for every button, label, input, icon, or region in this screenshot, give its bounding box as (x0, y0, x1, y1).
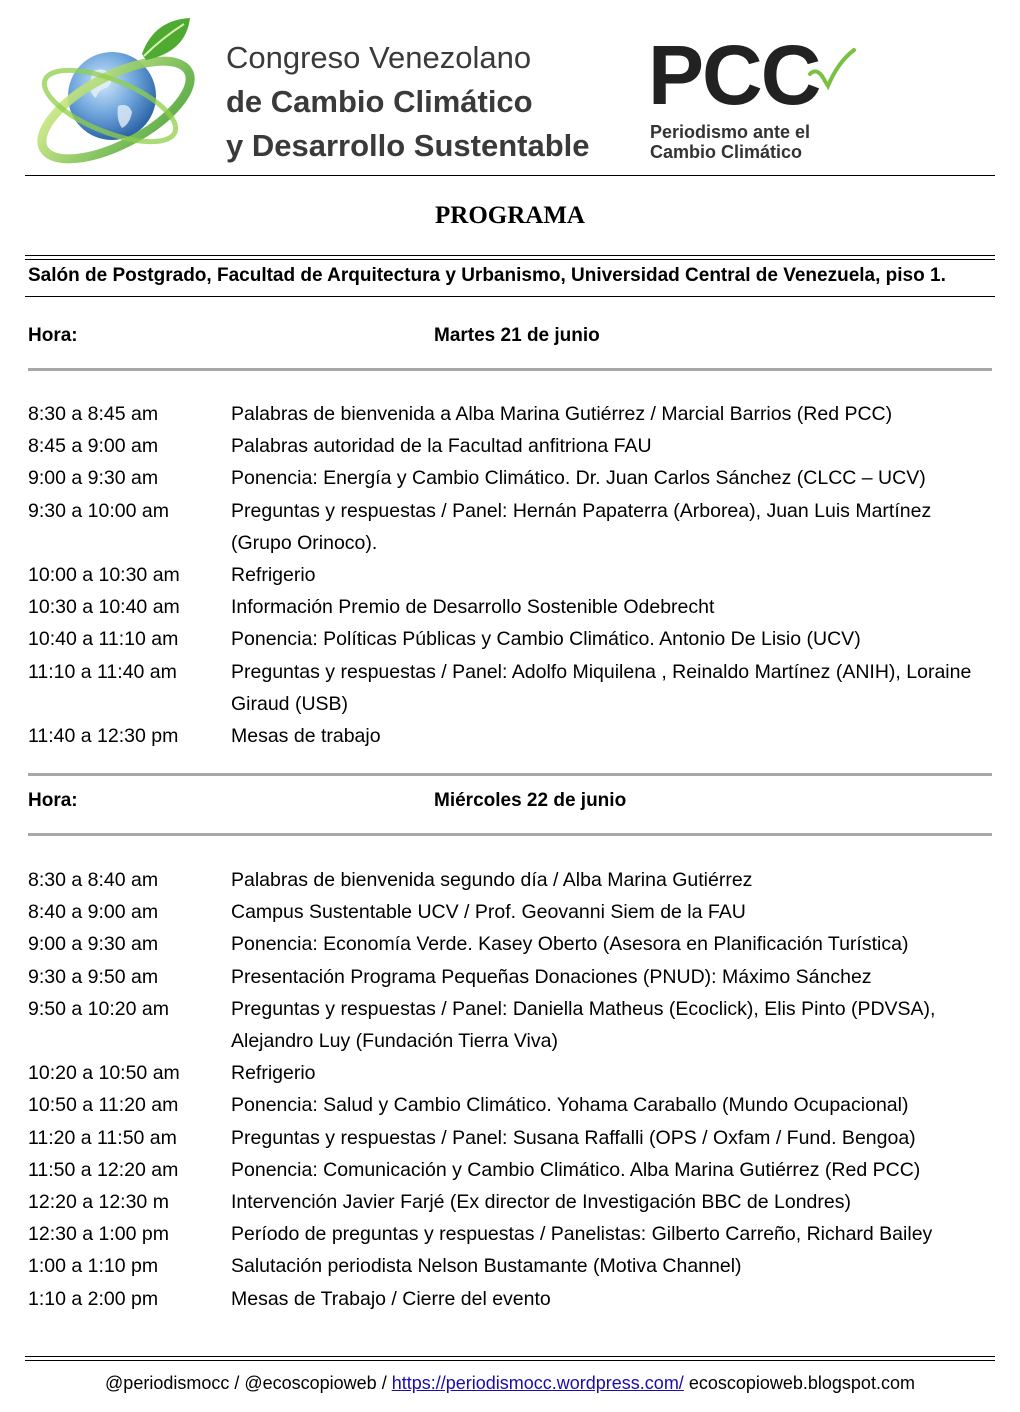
globe-leaf-logo (30, 14, 200, 172)
schedule-time: 10:50 a 11:20 am (28, 1094, 179, 1117)
schedule-description: Refrigerio (231, 1062, 316, 1085)
pcc-logo-letters: PCC (648, 28, 820, 122)
schedule-row (28, 1089, 992, 1121)
schedule-time: 10:30 a 10:40 am (28, 596, 180, 619)
day-2-header (28, 786, 992, 816)
check-leaf-icon (800, 44, 856, 100)
schedule-time: 8:30 a 8:40 am (28, 869, 159, 891)
schedule-time: 10:00 a 10:30 am (28, 564, 180, 587)
schedule-time: 8:30 a 8:45 am (28, 403, 159, 425)
schedule-row (28, 1250, 992, 1282)
schedule-row (28, 961, 992, 993)
pcc-logo-subtitle-line-1: Periodismo ante el (650, 122, 811, 142)
schedule-row (28, 720, 992, 752)
schedule-time: 1:10 a 2:00 pm (28, 1287, 159, 1310)
schedule-description: Palabras de bienvenida segundo día / Alba Marina Gutiérrez (231, 869, 753, 891)
schedule-time: 9:30 a 9:50 am (28, 965, 159, 988)
day-1-date: Martes 21 de junio (434, 325, 600, 346)
day-2-divider (28, 833, 992, 836)
schedule-row (28, 1283, 992, 1315)
day-1-header (28, 321, 992, 351)
footer-blog-address: ecoscopioweb.blogspot.com (683, 1373, 915, 1393)
schedule-description: Palabras autoridad de la Facultad anfitriona FAU (231, 435, 652, 458)
page-title: PROGRAMA (435, 202, 585, 229)
congress-title-line-3: y Desarrollo Sustentable (226, 128, 590, 163)
schedule-row (28, 656, 992, 720)
pcc-logo-subtitle-line-2: Cambio Climático (650, 142, 803, 162)
congress-title (226, 36, 636, 168)
schedule-description: Ponencia: Políticas Públicas y Cambio Climático. Antonio De Lisio (UCV) (231, 628, 861, 651)
schedule-row (28, 896, 992, 928)
schedule-row (28, 430, 992, 462)
schedule-description: Preguntas y respuestas / Panel: Susana Raffalli (OPS / Oxfam / Fund. Bengoa) (231, 1126, 916, 1149)
schedule-description: Salutación periodista Nelson Bustamante (Motiva Channel) (231, 1255, 742, 1278)
pcc-logo-subtitle (650, 122, 810, 162)
schedule-description: Ponencia: Comunicación y Cambio Climático. Alba Marina Gutiérrez (Red PCC) (231, 1158, 921, 1181)
schedule-row (28, 559, 992, 591)
schedule-row (28, 462, 992, 494)
footer-handles: @periodismocc / @ecoscopioweb / (105, 1373, 392, 1393)
schedule-description: Campus Sustentable UCV / Prof. Geovanni Siem de la FAU (231, 901, 746, 924)
header (0, 0, 1020, 176)
day-2-top-divider (28, 773, 992, 776)
schedule-row (28, 398, 992, 430)
schedule-description: Preguntas y respuestas / Panel: Hernán Papaterra (Arborea), Juan Luis Martínez (Grupo Orinoco). (231, 499, 932, 554)
schedule-row (28, 928, 992, 960)
schedule-time: 9:30 a 10:00 am (28, 499, 169, 522)
schedule-description: Información Premio de Desarrollo Sostenible Odebrecht (231, 596, 715, 619)
pcc-logo (648, 28, 868, 170)
footer-wordpress-link[interactable]: https://periodismocc.wordpress.com/ (391, 1373, 684, 1393)
schedule-row (28, 993, 992, 1057)
day-1-divider (28, 368, 992, 371)
schedule-time: 1:00 a 1:10 pm (28, 1255, 159, 1278)
schedule-time: 10:40 a 11:10 am (28, 628, 179, 651)
hora-label: Hora: (28, 790, 78, 811)
schedule-description: Preguntas y respuestas / Panel: Daniella Matheus (Ecoclick), Elis Pinto (PDVSA), Alejandro Luy (Fundación Tierra Viva) (231, 997, 936, 1053)
schedule-time: 12:20 a 12:30 m (28, 1191, 169, 1214)
schedule-time: 11:40 a 12:30 pm (28, 725, 179, 748)
schedule-description: Ponencia: Salud y Cambio Climático. Yohama Caraballo (Mundo Ocupacional) (231, 1094, 909, 1117)
schedule-time: 9:00 a 9:30 am (28, 467, 159, 490)
schedule-time: 9:00 a 9:30 am (28, 933, 159, 956)
schedule-description: Refrigerio (231, 564, 316, 587)
venue-text: Salón de Postgrado, Facultad de Arquitectura y Urbanismo, Universidad Central de Venezuela, piso 1. (28, 265, 946, 286)
day-2-date: Miércoles 22 de junio (434, 790, 627, 811)
venue-top-divider (25, 255, 995, 260)
congress-title-line-1: Congreso Venezolano (226, 40, 532, 75)
schedule-description: Ponencia: Energía y Cambio Climático. Dr. Juan Carlos Sánchez (CLCC – UCV) (231, 467, 926, 490)
schedule-time: 12:30 a 1:00 pm (28, 1223, 169, 1246)
day-2-schedule (28, 864, 992, 1315)
schedule-row (28, 1186, 992, 1218)
schedule-row (28, 1154, 992, 1186)
schedule-time: 11:50 a 12:20 am (28, 1158, 179, 1181)
schedule-description: Mesas de trabajo (231, 725, 381, 748)
schedule-description: Palabras de bienvenida a Alba Marina Gutiérrez / Marcial Barrios (Red PCC) (231, 403, 893, 425)
schedule-time: 8:40 a 9:00 am (28, 901, 159, 924)
schedule-row (28, 864, 992, 896)
schedule-row (28, 623, 992, 655)
day-1-schedule (28, 398, 992, 752)
venue-bottom-divider (25, 296, 995, 297)
schedule-row (28, 1122, 992, 1154)
header-divider (25, 175, 995, 176)
footer (0, 1370, 1020, 1396)
schedule-time: 11:20 a 11:50 am (28, 1126, 177, 1149)
hora-label: Hora: (28, 325, 78, 346)
schedule-description: Intervención Javier Farjé (Ex director de Investigación BBC de Londres) (231, 1191, 851, 1214)
schedule-description: Ponencia: Economía Verde. Kasey Oberto (Asesora en Planificación Turística) (231, 933, 909, 956)
schedule-description: Preguntas y respuestas / Panel: Adolfo Miquilena , Reinaldo Martínez (ANIH), Loraine Giraud (USB) (231, 660, 972, 715)
schedule-row (28, 1057, 992, 1089)
schedule-description: Presentación Programa Pequeñas Donaciones (PNUD): Máximo Sánchez (231, 965, 872, 988)
schedule-row (28, 495, 992, 559)
schedule-time: 9:50 a 10:20 am (28, 997, 169, 1020)
schedule-row (28, 591, 992, 623)
schedule-time: 11:10 a 11:40 am (28, 660, 177, 683)
schedule-time: 10:20 a 10:50 am (28, 1062, 180, 1085)
schedule-description: Mesas de Trabajo / Cierre del evento (231, 1287, 551, 1310)
schedule-row (28, 1218, 992, 1250)
schedule-description: Período de preguntas y respuestas / Panelistas: Gilberto Carreño, Richard Bailey (231, 1223, 933, 1246)
schedule-time: 8:45 a 9:00 am (28, 435, 159, 458)
congress-title-line-2: de Cambio Climático (226, 84, 533, 119)
footer-divider (25, 1356, 995, 1361)
